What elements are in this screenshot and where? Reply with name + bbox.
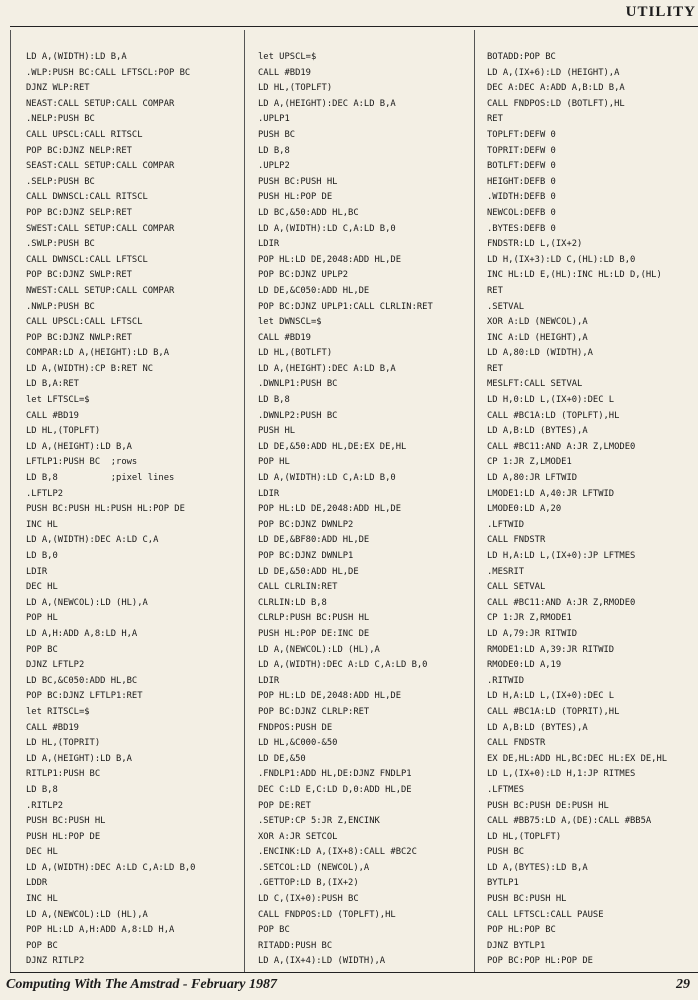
code-line: .BYTES:DEFB 0 (487, 223, 556, 234)
code-line: LD A,(IX+4):LD (WIDTH),A (258, 956, 386, 967)
code-line: LD H,A:LD L,(IX+0):DEC L (487, 691, 615, 702)
code-line: PUSH BC:PUSH HL (258, 176, 338, 187)
code-line: DJNZ WLP:RET (26, 83, 90, 94)
column-divider-1 (244, 30, 245, 972)
code-line: LD B,8 (258, 395, 290, 406)
code-line: PUSH BC (258, 129, 296, 140)
code-line: .LFTLP2 (26, 488, 64, 499)
code-line: POP DE:RET (258, 800, 311, 811)
code-line: HEIGHT:DEFB 0 (487, 176, 556, 187)
code-line: LD A,(WIDTH):LD C,A:LD B,0 (258, 223, 396, 234)
code-line: CALL #BD19 (26, 410, 79, 421)
code-line: LD DE,&BF80:ADD HL,DE (258, 535, 370, 546)
code-line: .SETCOL:LD (NEWCOL),A (258, 862, 370, 873)
code-line: LD A,(NEWCOL):LD (HL),A (26, 909, 148, 920)
code-line: LD A,80:JR LFTWID (487, 473, 578, 484)
code-line: CALL FNDPOS:LD (TOPLFT),HL (258, 909, 396, 920)
code-line: PUSH BC (487, 847, 525, 858)
code-line: BOTADD:POP BC (487, 52, 556, 62)
code-line: POP HL:POP BC (487, 925, 556, 936)
code-line: POP HL (258, 457, 290, 468)
code-line: LD HL,&C000-&50 (258, 738, 338, 749)
code-line: POP BC:DJNZ DWNLP1 (258, 551, 354, 561)
code-line: POP BC (26, 644, 58, 655)
code-line: FNDSTR:LD L,(IX+2) (487, 239, 583, 250)
code-line: DJNZ LFTLP2 (26, 660, 85, 671)
code-line: XOR A:JR SETCOL (258, 831, 338, 842)
code-line: CALL #BC11:AND A:JR Z,LMODE0 (487, 441, 636, 452)
code-line: .MESRIT (487, 566, 525, 577)
code-line: POP HL (26, 613, 58, 624)
code-line: .SETVAL (487, 301, 525, 312)
code-line: .LFTMES (487, 784, 525, 795)
code-line: LFTLP1:PUSH BC ;rows (26, 457, 138, 468)
code-line: .GETTOP:LD B,(IX+2) (258, 878, 359, 889)
code-line: CALL #BD19 (26, 722, 79, 733)
code-line: .SWLP:PUSH BC (26, 239, 95, 250)
code-line: LD DE,&50:ADD HL,DE (258, 566, 359, 577)
code-line: INC HL:LD E,(HL):INC HL:LD D,(HL) (487, 270, 662, 281)
code-line: LD A,(IX+6):LD (HEIGHT),A (487, 67, 620, 78)
code-line: INC HL (26, 519, 58, 530)
code-line: POP BC:DJNZ SWLP:RET (26, 270, 132, 281)
code-line: NWEST:CALL SETUP:CALL COMPAR (26, 285, 175, 296)
code-line: .UPLP1 (258, 114, 290, 125)
code-line: PUSH HL (258, 426, 296, 437)
code-line: .SELP:PUSH BC (26, 176, 95, 187)
code-line: PUSH HL:POP DE (258, 192, 333, 203)
code-line: RET (487, 285, 503, 296)
code-line: .FNDLP1:ADD HL,DE:DJNZ FNDLP1 (258, 769, 412, 780)
code-line: NEAST:CALL SETUP:CALL COMPAR (26, 98, 175, 109)
code-line: CALL FNDPOS:LD (BOTLFT),HL (487, 98, 625, 109)
code-line: LD A,H:ADD A,8:LD H,A (26, 628, 138, 639)
section-header: UTILITY (625, 4, 696, 20)
code-line: LD A,(NEWCOL):LD (HL),A (26, 597, 148, 608)
code-line: POP BC:DJNZ UPLP1:CALL CLRLIN:RET (258, 301, 433, 312)
code-line: PUSH HL:POP DE (26, 831, 101, 842)
code-line: LD DE,&50 (258, 753, 306, 764)
code-line: .WIDTH:DEFB 0 (487, 192, 556, 203)
code-line: LD A,80:LD (WIDTH),A (487, 348, 593, 359)
code-line: DEC HL (26, 847, 58, 858)
code-line: LD HL,(TOPLFT) (26, 426, 101, 437)
code-line: LD BC,&C050:ADD HL,BC (26, 675, 138, 686)
code-line: LDIR (26, 566, 48, 577)
code-line: PUSH BC:PUSH HL:PUSH HL:POP DE (26, 504, 185, 515)
code-line: PUSH BC:PUSH HL (26, 816, 106, 827)
code-line: POP HL:LD DE,2048:ADD HL,DE (258, 691, 401, 702)
code-line: LD A,(WIDTH):CP B:RET NC (26, 363, 154, 374)
code-line: CALL #BC11:AND A:JR Z,RMODE0 (487, 597, 636, 608)
code-line: let DWNSCL=$ (258, 317, 322, 328)
code-line: CALL LFTSCL:CALL PAUSE (487, 909, 604, 920)
code-line: LD A,(HEIGHT):LD B,A (26, 753, 132, 764)
code-line: LD L,(IX+0):LD H,1:JP RITMES (487, 769, 636, 780)
code-line: LD B,8 ;pixel lines (26, 473, 175, 484)
code-line: CALL DWNSCL:CALL LFTSCL (26, 254, 148, 265)
code-line: POP BC:DJNZ NWLP:RET (26, 332, 132, 343)
code-line: CALL CLRLIN:RET (258, 582, 338, 593)
code-line: LD DE,&C050:ADD HL,DE (258, 285, 370, 296)
code-line: .SETUP:CP 5:JR Z,ENCINK (258, 816, 380, 827)
code-line: TOPRIT:DEFW 0 (487, 145, 556, 156)
code-line: LD B,0 (26, 551, 58, 561)
code-line: CALL UPSCL:CALL LFTSCL (26, 317, 143, 328)
footer-credit: Computing With The Amstrad - February 1987 (6, 977, 277, 992)
code-line: CALL #BD19 (258, 67, 311, 78)
code-line: SWEST:CALL SETUP:CALL COMPAR (26, 223, 175, 234)
code-line: CLRLP:PUSH BC:PUSH HL (258, 613, 370, 624)
code-line: LDIR (258, 488, 280, 499)
code-line: RMODE0:LD A,19 (487, 660, 562, 671)
code-line: .ENCINK:LD A,(IX+8):CALL #BC2C (258, 847, 417, 858)
code-line: LD A,(WIDTH):DEC A:LD C,A:LD B,0 (26, 862, 196, 873)
code-line: let LFTSCL=$ (26, 395, 90, 406)
code-line: LD C,(IX+0):PUSH BC (258, 894, 359, 905)
code-line: LD BC,&50:ADD HL,BC (258, 207, 359, 218)
code-line: let UPSCL=$ (258, 52, 317, 62)
code-line: INC A:LD (HEIGHT),A (487, 332, 588, 343)
code-line: DEC C:LD E,C:LD D,0:ADD HL,DE (258, 784, 412, 795)
code-line: DEC A:DEC A:ADD A,B:LD B,A (487, 83, 625, 94)
code-line: POP HL:LD A,H:ADD A,8:LD H,A (26, 925, 175, 936)
code-line: CALL DWNSCL:CALL RITSCL (26, 192, 148, 203)
code-line: LD A,(WIDTH):LD B,A (26, 52, 127, 62)
header-rule (10, 26, 698, 27)
code-line: BOTLFT:DEFW 0 (487, 161, 556, 172)
code-line: .RITLP2 (26, 800, 64, 811)
code-line: LDIR (258, 675, 280, 686)
page-number: 29 (676, 977, 690, 992)
code-line: NEWCOL:DEFB 0 (487, 207, 556, 218)
code-line: LD HL,(BOTLFT) (258, 348, 333, 359)
code-line: let RITSCL=$ (26, 706, 90, 717)
code-line: .NWLP:PUSH BC (26, 301, 95, 312)
code-line: LD A,(WIDTH):LD C,A:LD B,0 (258, 473, 396, 484)
code-line: BYTLP1 (487, 878, 519, 889)
code-column-2 (258, 50, 470, 970)
code-line: POP BC (258, 925, 290, 936)
code-line: POP BC:DJNZ UPLP2 (258, 270, 349, 281)
code-line: RMODE1:LD A,39:JR RITWID (487, 644, 615, 655)
code-line: LD A,(HEIGHT):DEC A:LD B,A (258, 98, 396, 109)
code-line: LD A,(WIDTH):DEC A:LD C,A:LD B,0 (258, 660, 428, 671)
code-line: LD HL,(TOPRIT) (26, 738, 101, 749)
column-divider-2 (474, 30, 475, 972)
code-line: .DWNLP1:PUSH BC (258, 379, 338, 390)
code-line: CLRLIN:LD B,8 (258, 597, 327, 608)
code-column-3 (487, 50, 695, 970)
code-line: LD H,(IX+3):LD C,(HL):LD B,0 (487, 254, 636, 265)
code-line: LDDR (26, 878, 48, 889)
code-line: LD A,(WIDTH):DEC A:LD C,A (26, 535, 159, 546)
code-line: PUSH BC:PUSH DE:PUSH HL (487, 800, 609, 811)
code-line: RET (487, 114, 503, 125)
code-line: .NELP:PUSH BC (26, 114, 95, 125)
code-line: POP BC (26, 940, 58, 951)
code-line: CALL #BD19 (258, 332, 311, 343)
code-line: RITADD:PUSH BC (258, 940, 333, 951)
code-line: POP BC:DJNZ SELP:RET (26, 207, 132, 218)
code-line: FNDPOS:PUSH DE (258, 722, 333, 733)
code-line: CALL SETVAL (487, 582, 546, 593)
code-line: LD HL,(TOPLFT) (258, 83, 333, 94)
code-line: .DWNLP2:PUSH BC (258, 410, 338, 421)
code-line: CALL FNDSTR (487, 535, 546, 546)
code-line: LMODE1:LD A,40:JR LFTWID (487, 488, 615, 499)
code-line: .RITWID (487, 675, 525, 686)
code-line: POP BC:DJNZ NELP:RET (26, 145, 132, 156)
code-line: LDIR (258, 239, 280, 250)
code-line: POP BC:DJNZ DWNLP2 (258, 519, 354, 530)
code-line: LD B,A:RET (26, 379, 79, 390)
code-line: LD A,B:LD (BYTES),A (487, 426, 588, 437)
code-line: XOR A:LD (NEWCOL),A (487, 317, 588, 328)
code-line: POP BC:DJNZ LFTLP1:RET (26, 691, 143, 702)
code-line: CALL #BC1A:LD (TOPRIT),HL (487, 706, 620, 717)
footer-rule (10, 972, 698, 973)
code-line: LD A,79:JR RITWID (487, 628, 578, 639)
code-line: RITLP1:PUSH BC (26, 769, 101, 780)
code-line: INC HL (26, 894, 58, 905)
code-line: .UPLP2 (258, 161, 290, 172)
code-line: COMPAR:LD A,(HEIGHT):LD B,A (26, 348, 169, 359)
code-line: .LFTWID (487, 519, 525, 530)
code-line: DEC HL (26, 582, 58, 593)
code-line: LD A,(HEIGHT):DEC A:LD B,A (258, 363, 396, 374)
code-line: PUSH BC:PUSH HL (487, 894, 567, 905)
code-line: LD B,8 (258, 145, 290, 156)
code-line: PUSH HL:POP DE:INC DE (258, 628, 370, 639)
code-line: LMODE0:LD A,20 (487, 504, 562, 515)
code-line: LD A,B:LD (BYTES),A (487, 722, 588, 733)
code-line: LD B,8 (26, 784, 58, 795)
code-line: POP HL:LD DE,2048:ADD HL,DE (258, 254, 401, 265)
code-line: .WLP:PUSH BC:CALL LFTSCL:POP BC (26, 67, 191, 78)
code-line: TOPLFT:DEFW 0 (487, 129, 556, 140)
code-line: LD HL,(TOPLFT) (487, 831, 562, 842)
code-line: LD DE,&50:ADD HL,DE:EX DE,HL (258, 441, 407, 452)
code-line: CP 1:JR Z,RMODE1 (487, 613, 572, 624)
code-line: CALL UPSCL:CALL RITSCL (26, 129, 143, 140)
code-line: LD H,0:LD L,(IX+0):DEC L (487, 395, 615, 406)
code-column-1 (26, 50, 240, 970)
code-line: POP HL:LD DE,2048:ADD HL,DE (258, 504, 401, 515)
code-line: EX DE,HL:ADD HL,BC:DEC HL:EX DE,HL (487, 753, 668, 764)
code-line: MESLFT:CALL SETVAL (487, 379, 583, 390)
code-line: POP BC:DJNZ CLRLP:RET (258, 706, 370, 717)
code-line: DJNZ BYTLP1 (487, 940, 546, 951)
code-line: DJNZ RITLP2 (26, 956, 85, 967)
code-line: LD A,(NEWCOL):LD (HL),A (258, 644, 380, 655)
code-line: RET (487, 363, 503, 374)
code-line: LD A,(HEIGHT):LD B,A (26, 441, 132, 452)
code-line: SEAST:CALL SETUP:CALL COMPAR (26, 161, 175, 172)
code-line: CP 1:JR Z,LMODE1 (487, 457, 572, 468)
code-line: CALL FNDSTR (487, 738, 546, 749)
code-line: CALL #BC1A:LD (TOPLFT),HL (487, 410, 620, 421)
code-line: LD H,A:LD L,(IX+0):JP LFTMES (487, 551, 636, 561)
code-line: CALL #BB75:LD A,(DE):CALL #BB5A (487, 816, 652, 827)
left-margin-rule (10, 30, 11, 972)
code-line: POP BC:POP HL:POP DE (487, 956, 593, 967)
code-line: LD A,(BYTES):LD B,A (487, 862, 588, 873)
